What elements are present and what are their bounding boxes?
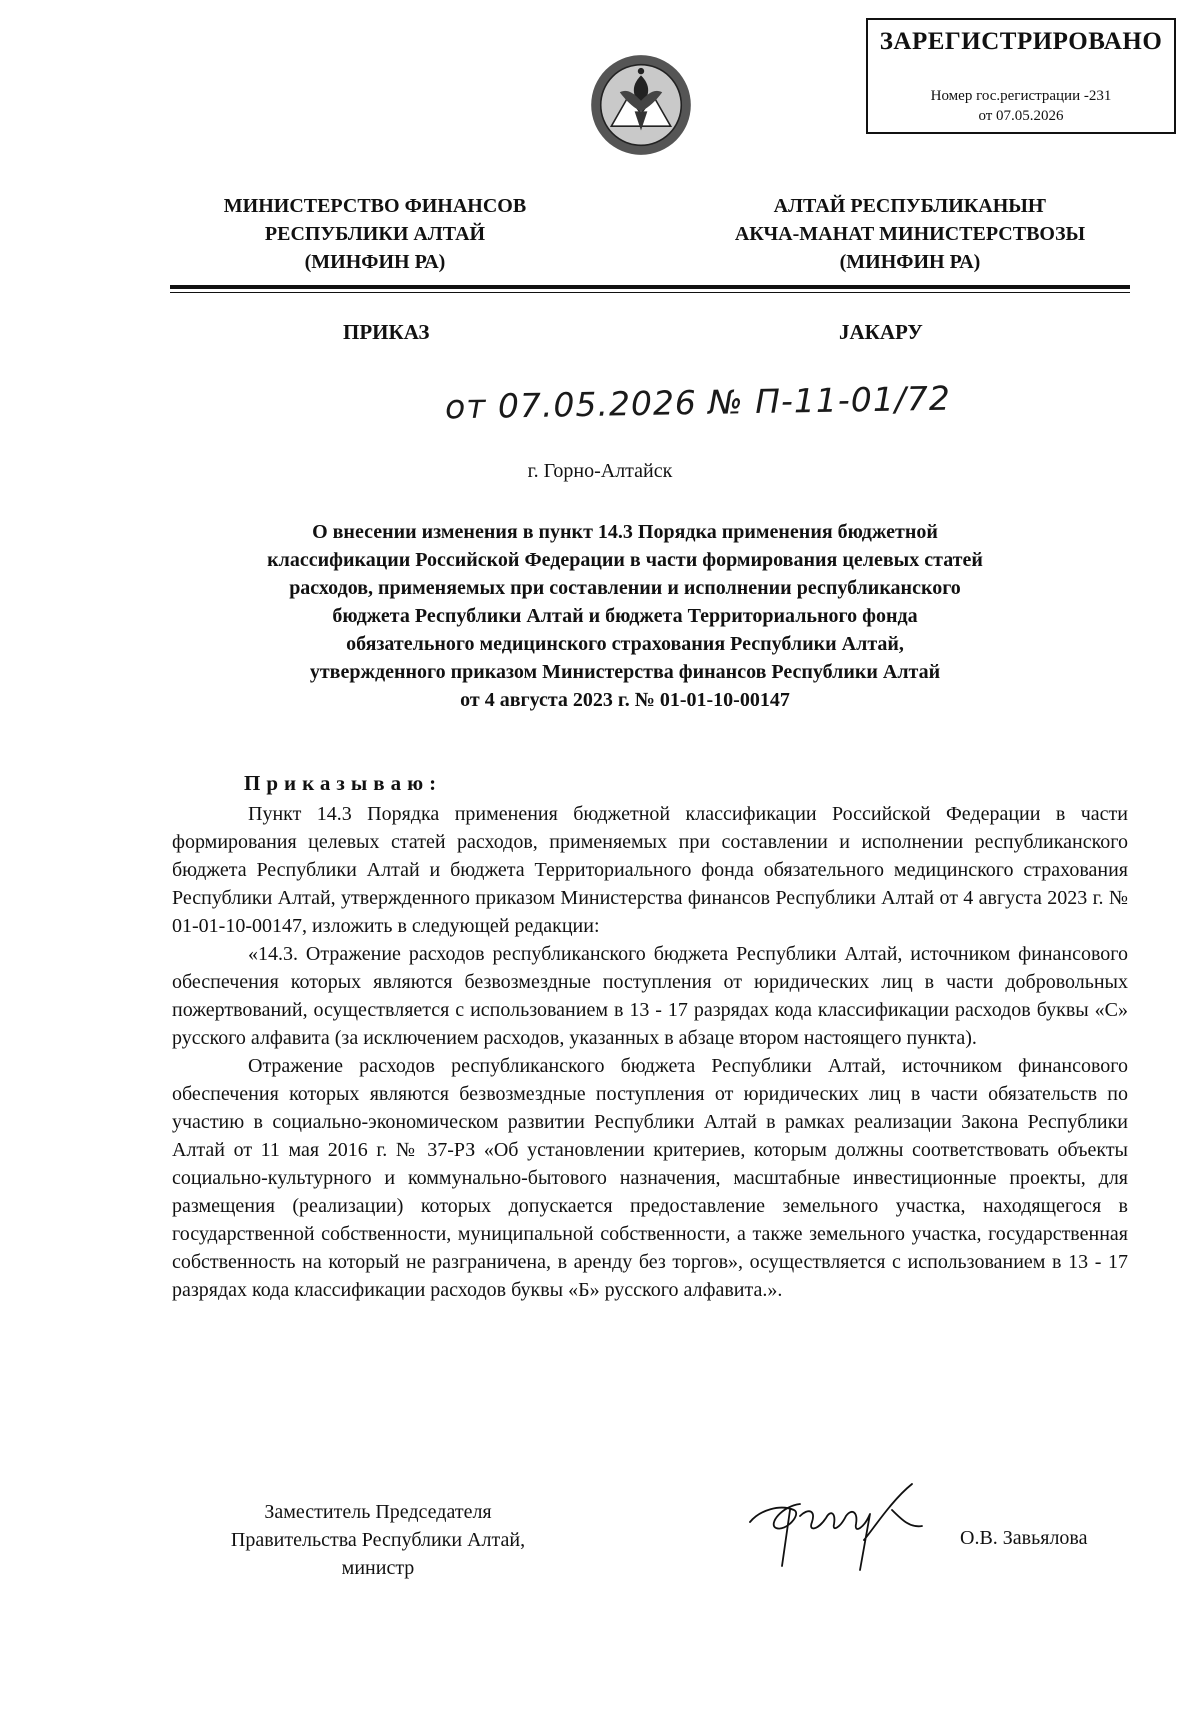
title-line-4: бюджета Республики Алтай и бюджета Территориального фонда	[332, 605, 918, 627]
body-paragraph-2: «14.3. Отражение расходов республиканского бюджета Республики Алтай, источником финансового обеспечения которых являются безвозмездные поступления от юридических лиц в части добровольных пожертвований, осуществляется с использованием в 13 - 17 разрядах кода классификации расходов буквы «С» русского алфавита (за исключением расходов, указанных в абзаце втором настоящего пункта).	[172, 943, 1128, 1049]
title-line-7: от 4 августа 2023 г. № 01-01-10-00147	[460, 689, 790, 711]
signatory-name: О.В. Завьялова	[960, 1527, 1088, 1549]
ministry-name-altai	[700, 192, 1120, 276]
order-label-russian: ПРИКАЗ	[343, 320, 430, 344]
document-title	[230, 518, 1020, 714]
order-label-altai: JАКАРУ	[839, 320, 923, 344]
header-divider-thick	[170, 285, 1130, 289]
title-line-2: классификации Российской Федерации в части формирования целевых статей	[267, 549, 983, 571]
orders-heading: Приказываю:	[244, 771, 443, 795]
coat-of-arms-emblem	[588, 52, 694, 158]
header-left-line-1: МИНИСТЕРСТВО ФИНАНСОВ	[223, 195, 527, 217]
handwritten-order-number: от 07.05.2026 № П-11-01/72	[444, 378, 952, 427]
handwritten-signature	[742, 1470, 932, 1580]
title-line-6: утвержденного приказом Министерства финансов Республики Алтай	[309, 661, 941, 683]
header-right-line-2: АКЧА-МАНАТ МИНИСТЕРСТВОЗЫ	[734, 223, 1086, 245]
header-left-line-2: РЕСПУБЛИКИ АЛТАЙ	[264, 223, 486, 245]
city-line: г. Горно-Алтайск	[527, 460, 673, 482]
ministry-name-russian	[190, 192, 560, 276]
body-paragraph-1: Пункт 14.3 Порядка применения бюджетной классификации Российской Федерации в части формирования целевых статей расходов, применяемых при составлении и исполнении республиканского бюджета Республики Алтай и бюджета Территориального фонда обязательного медицинского страхования Республики Алтай, утвержденного приказом Министерства финансов Республики Алтай от 4 августа 2023 г. № 01-01-10-00147, изложить в следующей редакции:	[172, 803, 1128, 937]
header-divider-thin	[170, 292, 1130, 293]
position-line-2: Правительства Республики Алтай,	[230, 1529, 526, 1551]
document-body	[172, 800, 1128, 1304]
title-line-5: обязательного медицинского страхования Республики Алтай,	[346, 633, 904, 655]
body-paragraph-3: Отражение расходов республиканского бюджета Республики Алтай, источником финансового обеспечения которых являются безвозмездные поступления от юридических лиц в части обязательств по участию в социально-экономическом развитии Республики Алтай в рамках реализации Закона Республики Алтай от 11 мая 2016 г. № 37-РЗ «Об установлении критериев, которым должны соответствовать объекты социально-культурного и коммунально-бытового назначения, масштабные инвестиционные проекты, для размещения (реализации) которых допускается предоставление земельного участка, находящегося в государственной собственности, муниципальной собственности, а также земельного участка, государственная собственность на который не разграничена, в аренду без торгов», осуществляется с использованием в 13 - 17 разрядах кода классификации расходов буквы «Б» русского алфавита.».	[172, 1055, 1128, 1301]
title-line-3: расходов, применяемых при составлении и исполнении республиканского	[289, 577, 961, 599]
header-right-line-1: АЛТАЙ РЕСПУБЛИКАНЫҤ	[773, 195, 1047, 217]
header-left-line-3: (МИНФИН РА)	[304, 251, 446, 273]
stamp-reg-number: Номер гос.регистрации -231	[930, 88, 1112, 104]
position-line-1: Заместитель Председателя	[264, 1501, 492, 1523]
stamp-reg-date: от 07.05.2026	[978, 108, 1064, 124]
stamp-title: ЗАРЕГИСТРИРОВАНО	[879, 28, 1163, 55]
position-line-3: министр	[341, 1557, 415, 1579]
header-right-line-3: (МИНФИН РА)	[839, 251, 981, 273]
title-line-1: О внесении изменения в пункт 14.3 Порядка применения бюджетной	[312, 521, 938, 543]
signatory-position	[188, 1498, 568, 1582]
registration-stamp	[866, 18, 1176, 134]
